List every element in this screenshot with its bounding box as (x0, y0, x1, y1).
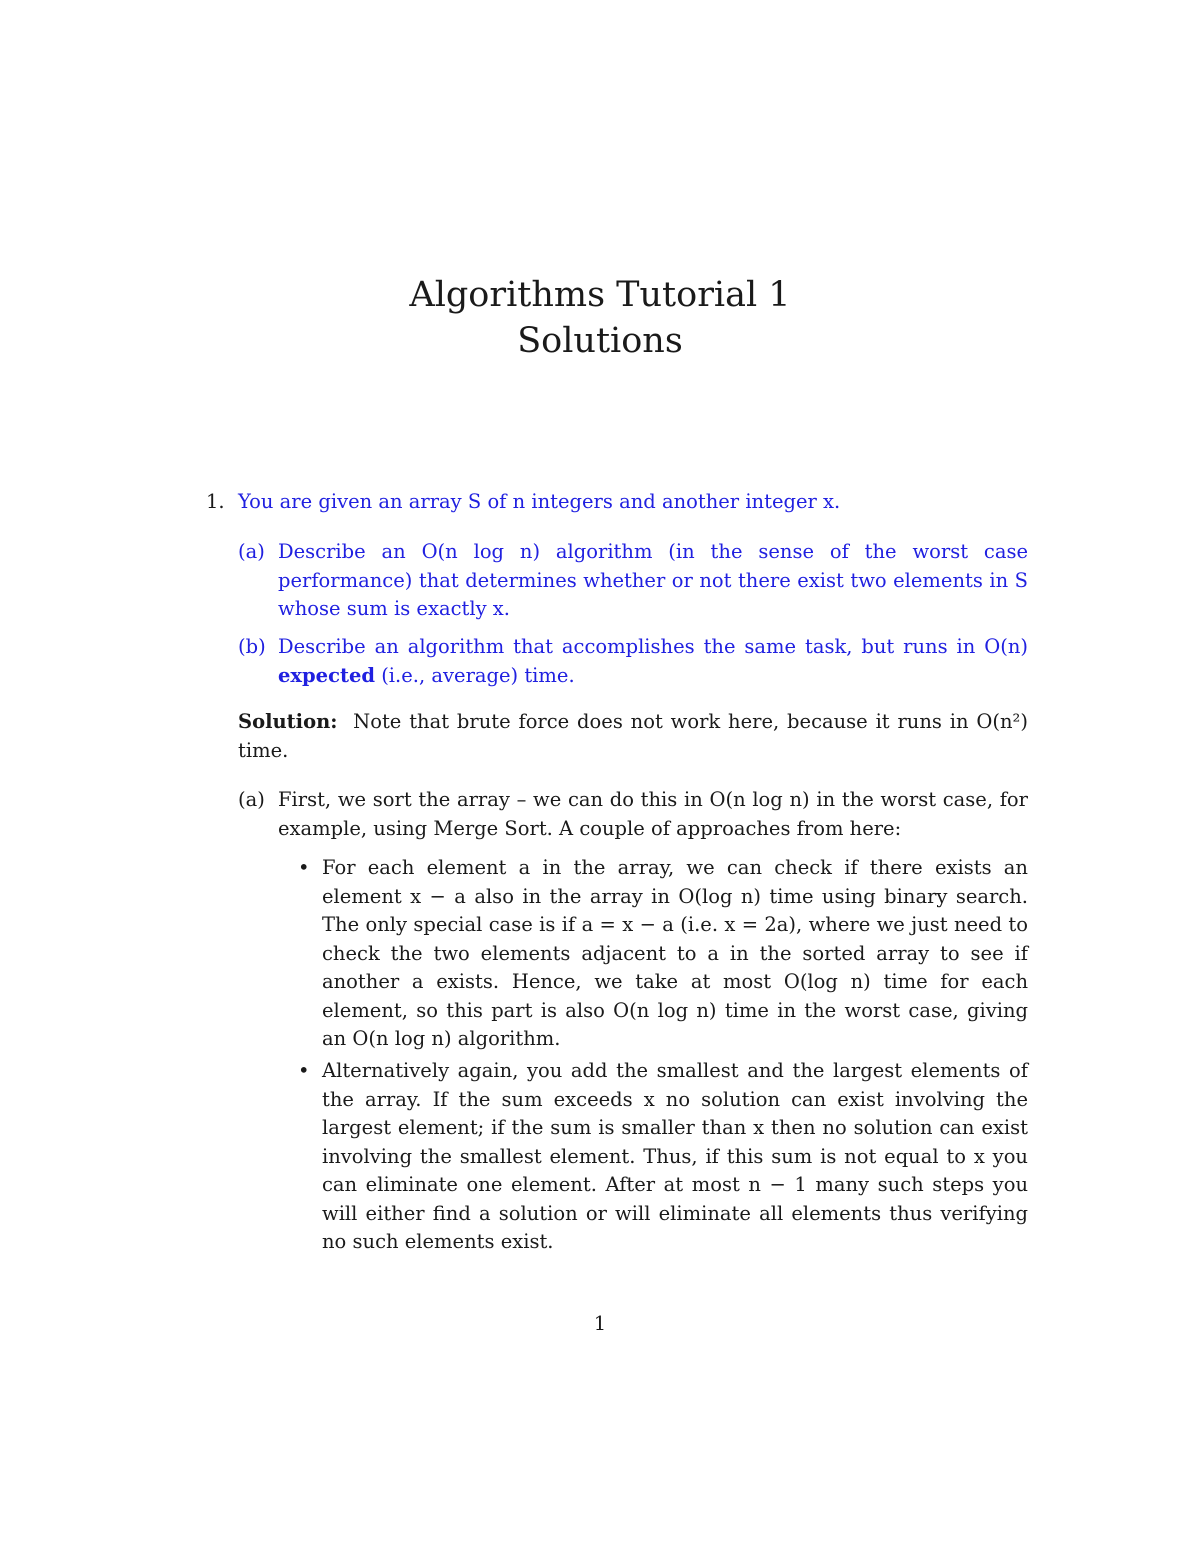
part-b-text-after: (i.e., average) time. (381, 663, 575, 687)
part-a-label: (a) (238, 540, 265, 563)
question-part-b (238, 633, 1028, 690)
solution-part-a (238, 786, 1028, 843)
part-b-text-before: Describe an algorithm that accomplishes the same task, but runs in O(n) (278, 635, 1028, 658)
list-item (298, 1057, 1028, 1257)
solution-heading: Solution: (238, 710, 338, 733)
title-block (0, 272, 1200, 364)
bullet-text: For each element a in the array, we can check if there exists an element x − a also in the array in O(log n) time using binary search. The only special case is if a = x − a (i.e. x = 2a), where we just need to check the two elements adjacent to a in the sorted array to see if another a exists. Hence, we take at most O(log n) time for each element, so this part is also O(n log n) time in the worst case, giving an O(n log n) algorithm. (322, 856, 1028, 1050)
list-item (298, 854, 1028, 1054)
page-number: 1 (593, 1312, 607, 1335)
question-part-a (238, 538, 1028, 624)
page-subtitle: Solutions (517, 321, 683, 361)
part-a-text: Describe an O(n log n) algorithm (in the sense of the worst case performance) that determines whether or not there exist two elements in S whose sum is exactly x. (278, 540, 1028, 620)
part-b-text (278, 633, 1028, 690)
solution-intro (238, 708, 1028, 765)
page-title: Algorithms Tutorial 1 (409, 275, 791, 315)
part-b-bold: expected (278, 663, 375, 687)
solution-text: Note that brute force does not work here, because it runs in O(n²) time. (238, 710, 1028, 762)
bullet-icon: • (298, 1059, 310, 1082)
question-text: You are given an array S of n integers and another integer x. (238, 490, 841, 513)
question-number: 1. (206, 490, 225, 513)
bullet-icon: • (298, 856, 310, 879)
solution-part-a-text: First, we sort the array – we can do this in O(n log n) in the worst case, for example, using Merge Sort. A couple of approaches from here: (278, 788, 1028, 840)
part-b-label: (b) (238, 635, 266, 658)
bullet-text: Alternatively again, you add the smallest and the largest elements of the array. If the sum exceeds x no solution can exist involving the largest element; if the sum is smaller than x then no solution can exist involving the smallest element. Thus, if this sum is not equal to x you can eliminate one element. After at most n − 1 many such steps you will either find a solution or will eliminate all elements thus verifying no such elements exist. (322, 1059, 1028, 1253)
solution-part-a-label: (a) (238, 788, 265, 811)
